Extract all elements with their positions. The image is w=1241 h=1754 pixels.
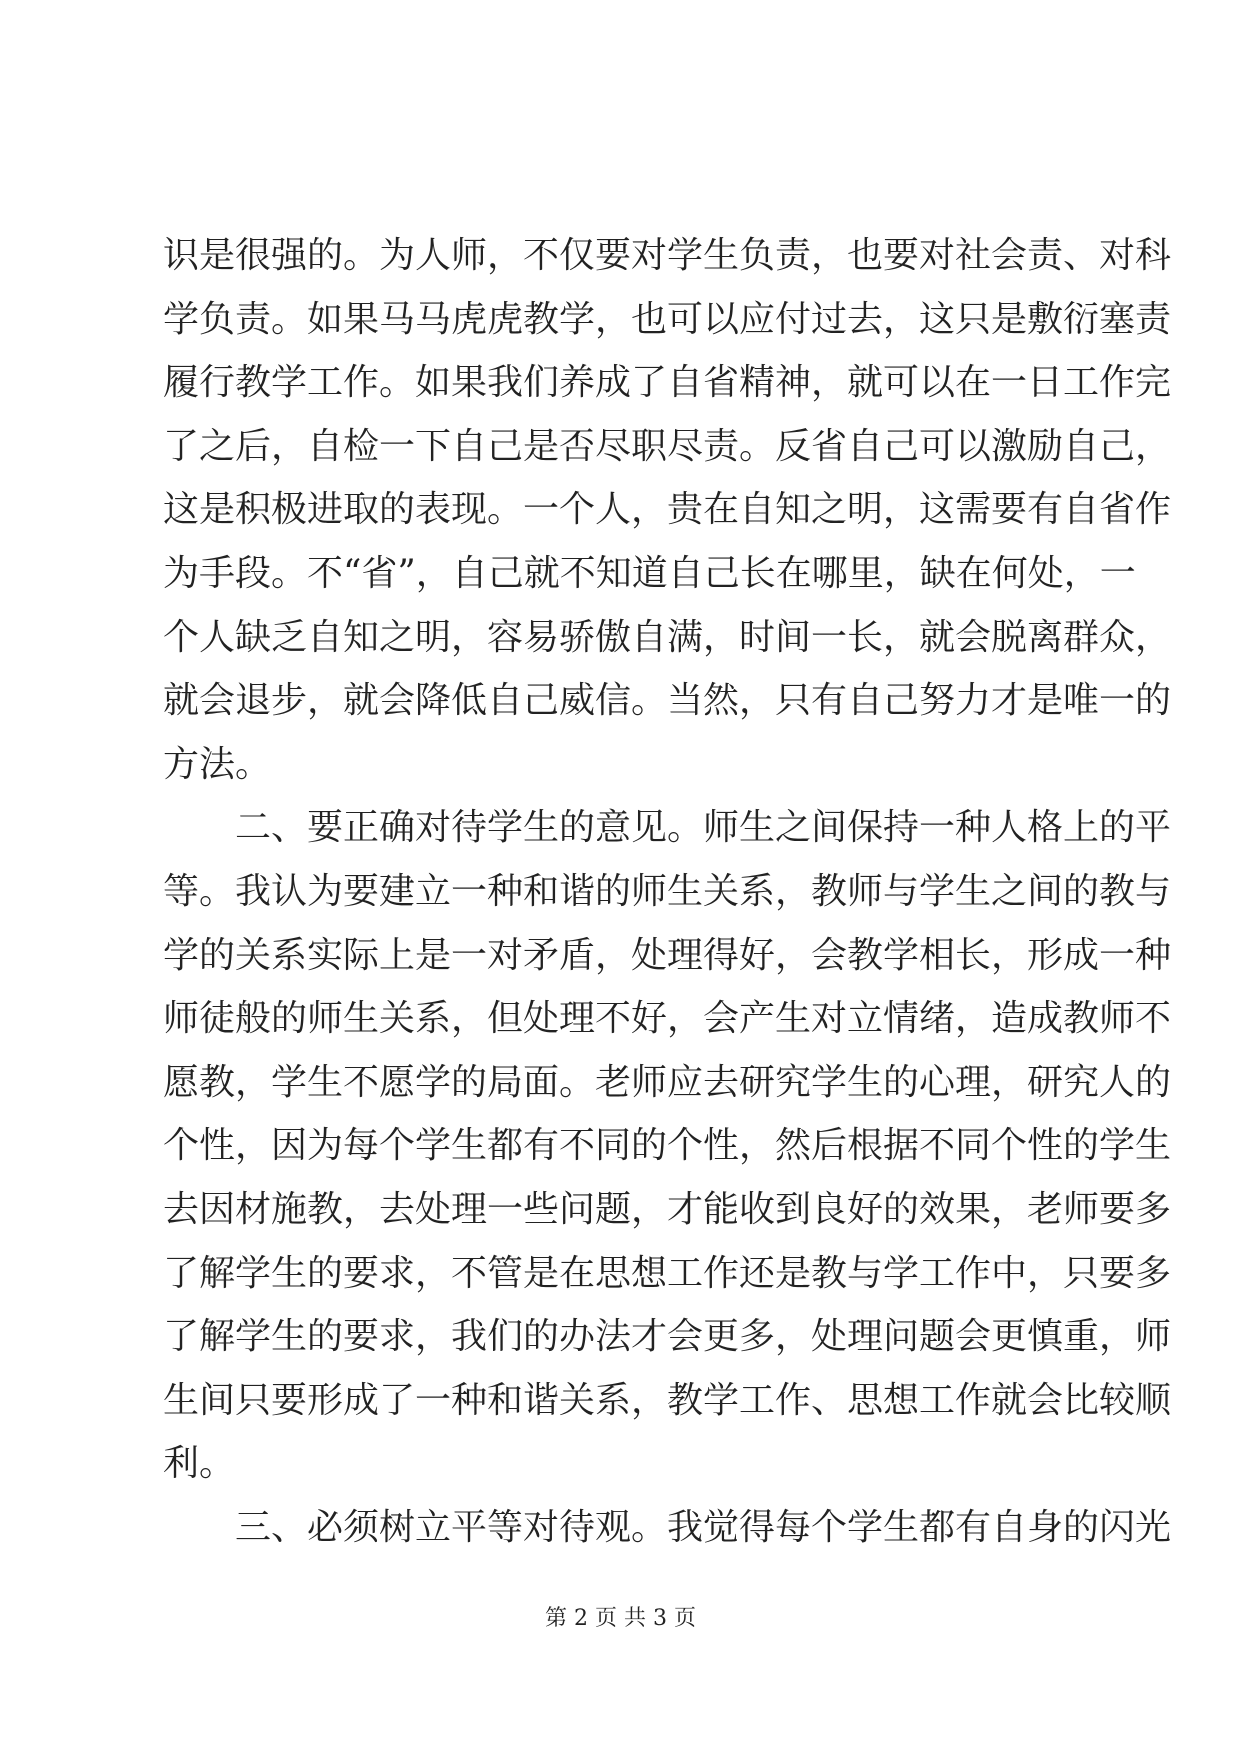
text-line: 了解学生的要求，不管是在思想工作还是教与学工作中，只要多 — [163, 1252, 1172, 1294]
paragraph-heading-line: 二、要正确对待学生的意见。师生之间保持一种人格上的平 — [235, 807, 1172, 849]
text-line: 就会退步，就会降低自己威信。当然，只有自己努力才是唯一的 — [163, 680, 1172, 722]
text-line: 这是积极进取的表现。一个人，贵在自知之明，这需要有自省作 — [163, 489, 1172, 531]
page-number-footer: 第 2 页 共 3 页 — [545, 1606, 696, 1631]
text-line: 去因材施教，去处理一些问题，才能收到良好的效果，老师要多 — [163, 1188, 1172, 1230]
text-line: 师徒般的师生关系，但处理不好，会产生对立情绪，造成教师不 — [163, 998, 1172, 1040]
text-line: 方法。 — [163, 743, 272, 785]
text-line: 学负责。如果马马虎虎教学，也可以应付过去，这只是敷衍塞责 — [163, 298, 1172, 340]
paragraph-heading-line: 三、必须树立平等对待观。我觉得每个学生都有自身的闪光 — [235, 1506, 1172, 1548]
text-line: 学的关系实际上是一对矛盾，处理得好，会教学相长，形成一种 — [163, 934, 1172, 976]
text-line: 识是很强的。为人师，不仅要对学生负责，也要对社会责、对科 — [163, 235, 1172, 276]
text-line: 愿教，学生不愿学的局面。老师应去研究学生的心理，研究人的 — [163, 1061, 1172, 1103]
text-line: 履行教学工作。如果我们养成了自省精神，就可以在一日工作完 — [163, 362, 1172, 404]
text-line: 等。我认为要建立一种和谐的师生关系，教师与学生之间的教与 — [163, 870, 1172, 912]
text-line: 个人缺乏自知之明，容易骄傲自满，时间一长，就会脱离群众， — [163, 616, 1172, 658]
text-line: 为手段。不“省”，自己就不知道自己长在哪里，缺在何处，一 — [163, 552, 1136, 594]
body-text — [163, 224, 1172, 1559]
text-line: 生间只要形成了一种和谐关系，教学工作、思想工作就会比较顺 — [163, 1379, 1172, 1421]
text-line: 个性，因为每个学生都有不同的个性，然后根据不同个性的学生 — [163, 1125, 1172, 1167]
text-line: 了之后，自检一下自己是否尽职尽责。反省自己可以激励自己， — [163, 425, 1172, 467]
text-line: 了解学生的要求，我们的办法才会更多，处理问题会更慎重，师 — [163, 1316, 1172, 1358]
text-line: 利。 — [163, 1443, 236, 1485]
